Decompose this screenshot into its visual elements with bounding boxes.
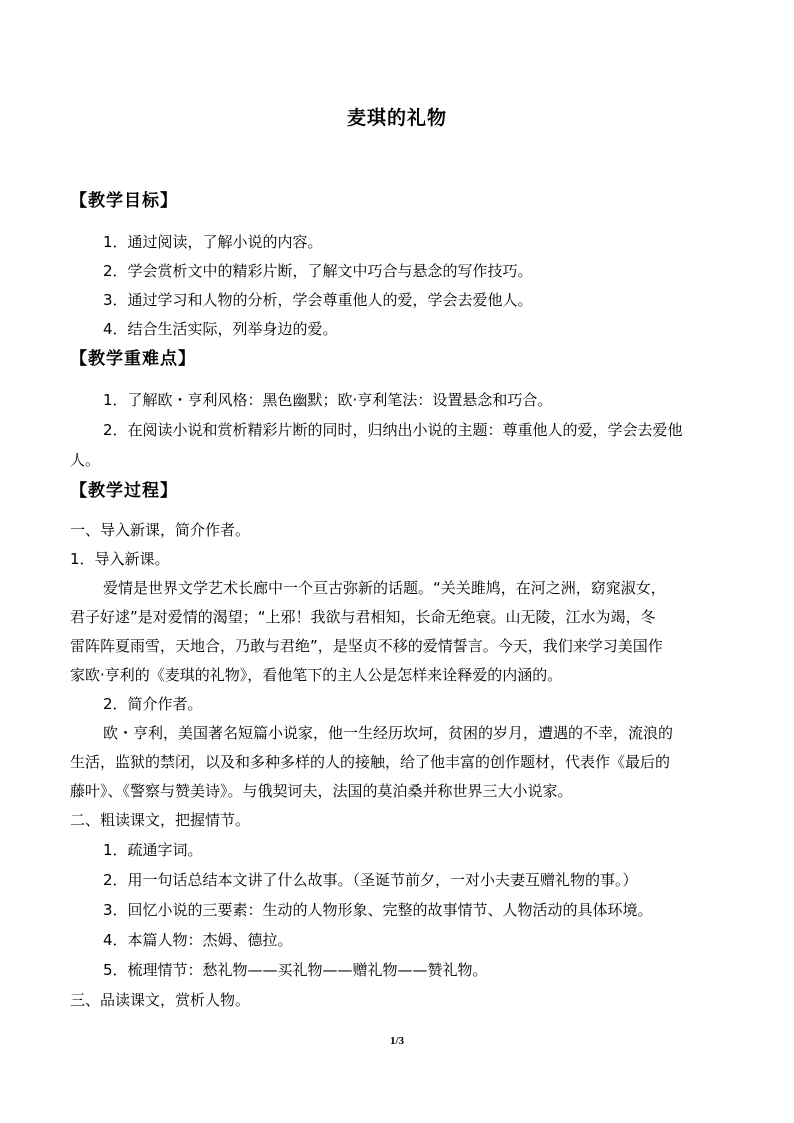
plot-item: 1．疏通字词。 — [103, 841, 203, 859]
key-point-item: 1．了解欧・亨利风格：黑色幽默；欧·亨利笔法：设置悬念和巧合。 — [103, 391, 553, 409]
goal-item: 4．结合生活实际，列举身边的爱。 — [103, 320, 338, 338]
process-part-heading: 三、品读课文，赏析人物。 — [70, 991, 251, 1009]
paragraph-line: 雷阵阵夏雨雪，天地合，乃敢与君绝”，是坚贞不移的爱情誓言。今天，我们来学习美国作 — [70, 637, 663, 655]
goal-item: 2．学会赏析文中的精彩片断，了解文中巧合与悬念的写作技巧。 — [103, 262, 533, 280]
paragraph-line: 藤叶》、《警察与赞美诗》。与俄契诃夫，法国的莫泊桑并称世界三大小说家。 — [70, 782, 573, 800]
section-heading-key-points: 【教学重难点】 — [70, 349, 196, 369]
page-number: 1/3 — [389, 1035, 405, 1047]
process-part-heading: 二、粗读课文，把握情节。 — [70, 811, 251, 829]
section-heading-process: 【教学过程】 — [70, 481, 178, 501]
process-sub-heading: 1．导入新课。 — [70, 550, 170, 568]
paragraph-line: 家欧·亨利的《麦琪的礼物》，看他笔下的主人公是怎样来诠释爱的内涵的。 — [70, 666, 563, 684]
paragraph-line: 君子好逑”是对爱情的渴望；“上邪！我欲与君相知，长命无绝衰。山无陵，江水为竭，冬 — [70, 608, 656, 626]
process-sub-heading: 2．简介作者。 — [103, 695, 203, 713]
paragraph-line: 欧・亨利，美国著名短篇小说家，他一生经历坎坷，贫困的岁月，遭遇的不幸，流浪的 — [103, 724, 674, 742]
goal-item: 1．通过阅读，了解小说的内容。 — [103, 233, 323, 251]
paragraph-line: 生活，监狱的禁闭，以及和多种多样的人的接触，给了他丰富的创作题材，代表作《最后的 — [70, 753, 671, 771]
plot-item: 4．本篇人物：杰姆、德拉。 — [103, 931, 293, 949]
key-point-item-continuation: 人。 — [70, 451, 101, 469]
goal-item: 3．通过学习和人物的分析，学会尊重他人的爱，学会去爱他人。 — [103, 291, 533, 309]
section-heading-goals: 【教学目标】 — [70, 191, 178, 211]
paragraph-line: 爱情是世界文学艺术长廊中一个亘古弥新的话题。“关关雎鸠，在河之洲，窈窕淑女， — [103, 579, 666, 597]
plot-item: 5．梳理情节：愁礼物——买礼物——赠礼物——赞礼物。 — [103, 961, 488, 979]
key-point-item: 2．在阅读小说和赏析精彩片断的同时，归纳出小说的主题：尊重他人的爱，学会去爱他 — [103, 421, 683, 439]
plot-item: 2．用一句话总结本文讲了什么故事。（圣诞节前夕，一对小夫妻互赠礼物的事。） — [103, 871, 638, 889]
document-title: 麦琪的礼物 — [346, 107, 447, 129]
process-part-heading: 一、导入新课，简介作者。 — [70, 521, 251, 539]
plot-item: 3．回忆小说的三要素：生动的人物形象、完整的故事情节、人物活动的具体环境。 — [103, 901, 653, 919]
